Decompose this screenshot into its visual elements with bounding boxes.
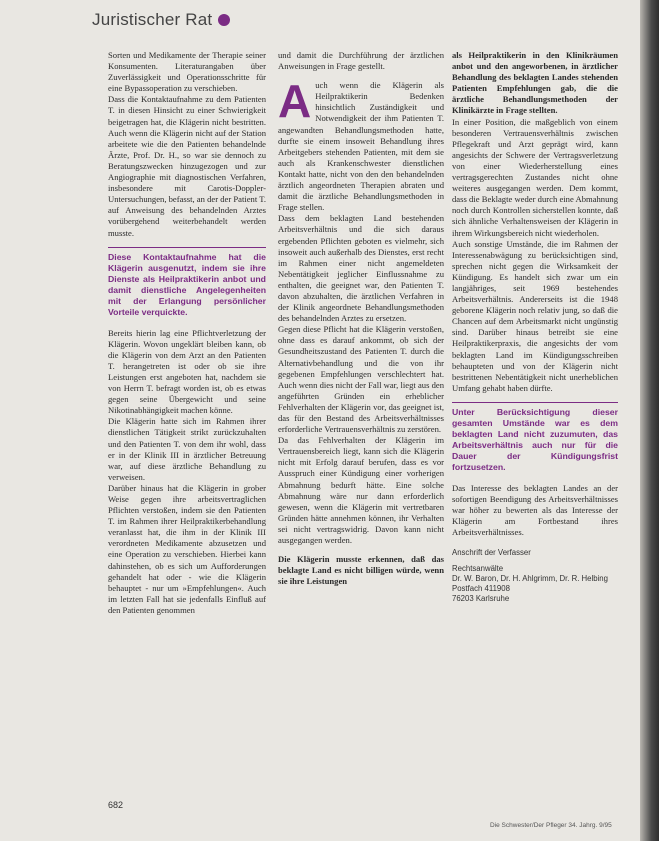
paragraph: Bereits hierin lag eine Pflichtverletzung der Klägerin. Wovon ungeklärt bleiben kann, ob die Klägerin von dem Arzt an den Patienten T. herangetreten ist oder ob sie ihre Leistungen erst angeboten hat, nachdem sie von Herrn T. befragt worden ist, ob es etwas gegen seine Übergewicht und seine Nikotinabhängigkeit machen könne. (108, 327, 266, 416)
column-2 (278, 50, 444, 802)
paragraph: Darüber hinaus hat die Klägerin in grober Weise gegen ihre arbeitsvertraglichen Pflichten verstoßen, indem sie den Patienten T. im Rahmen ihrer Heilpraktikerbehandlung veranlasst hat, die ihm in der Klinik III verordneten Medikamente abzusetzen und eine Operation zu verschieben. Hierbei kann dahinstehen, ob es sich um Aufforderungen gehandelt hat oder - wie die Klägerin behauptet - nur um »Empfehlungen«. Auch im letzten Fall hat sie jedenfalls Einfluß auf den Patienten genommen (108, 482, 266, 615)
paragraph: Dass dem beklagten Land bestehenden Arbeitsverhältnis und die sich daraus ergebenden Pflichten geboten es vielmehr, sich insoweit auch außerhalb des Dienstes, erst recht im Rahmen einer nicht angemeldeten Nebentätigkeit jeglicher Einflussnahme zu enthalten, die geeignet war, den Patienten T. davon abzuhalten, die ärztlichen Verfahren in der Klinik angeordnete Behandlungsmethoden des behandelnden Arztes zu ersetzen. (278, 213, 444, 324)
section-dot-icon (218, 14, 230, 26)
paragraph: Dass die Kontaktaufnahme zu dem Patienten T. in diesen Hinsicht zu einer Schwierigkeit beigetragen hat, die Klägerin nicht bestritten. Auch wenn die Klägerin nicht auf der Station arbeitete wie die den Patienten behandelnde Ärzte, Prof. Dr. H., so war sie dennoch zu Beratungszwecken hinzugezogen und zur Angiographie mit diagnostischen Verfahren, insbesondere mit Carotis-Doppler-Untersuchungen, befasst, an der der Patient T. auf Anweisung des behandelnden Arztes vorübergehend weiterbehandelt werden musste. (108, 94, 266, 238)
running-footer: Die Schwester/Der Pfleger 34. Jahrg. 9/95 (490, 822, 612, 829)
address-heading: Anschrift der Verfasser (452, 548, 531, 558)
pull-quote: Unter Berücksichtigung dieser gesamten Umstände war es dem beklagten Land nicht zuzumuten, das Arbeitsverhältnis auch nur für die Dauer der Kündigungsfrist fortzusetzen. (452, 402, 618, 473)
address-line: 76203 Karlsruhe (452, 594, 510, 604)
author-address (452, 548, 618, 604)
section-header (92, 10, 230, 30)
paragraph-bold: Die Klägerin musste erkennen, daß das beklagte Land es nicht billigen würde, wenn sie ihre Leistungen (278, 554, 444, 587)
pull-quote: Diese Kontaktaufnahme hat die Klägerin ausgenutzt, indem sie ihre Dienste als Heilpraktikerin anbot und damit dienstliche Angelegenheiten mit der Erlangung persönlicher Vorteile verquickte. (108, 247, 266, 318)
paragraph-bold: als Heilpraktikerin in den Klinikräumen anbot und den angeworbenen, in ärztlicher Behandlung des beklagten Landes stehenden Patienten Empfehlungen gab, die die ärztliche Behandlungsmethoden der Klinikärzte in Frage stellten. (452, 50, 618, 116)
column-3 (452, 50, 618, 800)
paragraph: Da das Fehlverhalten der Klägerin im Vertrauensbereich liegt, kann sich die Klägerin nicht mit Erfolg darauf berufen, dass es vor Ausspruch einer Kündigung einer vorherigen Abmahnung bedurft hätte. Eine solche Abmahnung wäre nur dann erforderlich gewesen, wenn die Klägerin mit vertretbaren Gründen hätte annehmen können, ihr Verhalten sei nicht vertragswidrig. Davon kann nicht ausgegangen werden. (278, 435, 444, 546)
paragraph: Das Interesse des beklagten Landes an der sofortigen Beendigung des Arbeitsverhältnisses war höher zu bewerten als das Interesse der Klägerin am Fortbestand ihres Arbeitsverhältnisses. (452, 482, 618, 538)
page-number: 682 (108, 800, 124, 810)
paragraph: und damit die Durchführung der ärztlichen Anweisungen in Frage gestellt. (278, 50, 444, 72)
address-line: Dr. W. Baron, Dr. H. Ahlgrimm, Dr. R. Helbing (452, 574, 608, 584)
address-line: Rechtsanwälte (452, 564, 504, 574)
paragraph: Auch sonstige Umstände, die im Rahmen der Interessenabwägung zu berücksichtigen sind, sprechen nicht gegen die Wirksamkeit der Kündigung. Es handelt sich zwar um ein langjähriges, seit 1969 bestehendes Arbeitsverhältnis. Andererseits ist die 1948 geborene Klägerin noch relativ jung, so daß die Chancen auf dem Arbeitsmarkt nicht ungünstig sind. Darüber hinaus betreibt sie eine Heilpraktikerpraxis, die angesichts der vom beklagten Land im Kündigungsschreiben behaupteten und von der Klägerin nicht bestrittenen Nebentätigkeit nicht unerheblichen Umfang gehabt haben dürfte. (452, 238, 618, 393)
paragraph-dropcap: Auch wenn die Klägerin als Heilpraktikerin Bedenken hinsichtlich Zuständigkeit und Notwendigkeit der ihm Patienten T. angewandten Behandlungsmethoden hatte, durfte sie einem insoweit Behandlung ihres Arbeitgebers stehenden Patienten, mit dem sie auch als Krankenschwester dienstlichen Kontakt hatte, nicht von den den behandelnden ärztlich angeordneten Therapien abraten und damit die ärztliche Behandlungsmethoden in Frage stellen. (278, 75, 444, 213)
paragraph: Die Klägerin hatte sich im Rahmen ihrer dienstlichen Tätigkeit strikt zurückzuhalten und den Patienten T. von dem ihr wohl, dass er in der Klinik III in ärztlicher Betreuung war, auf diese ärztliche Behandlung zu verweisen. (108, 416, 266, 482)
section-title: Juristischer Rat (92, 10, 213, 29)
address-line: Postfach 411908 (452, 584, 510, 594)
drop-cap: A (278, 75, 312, 128)
column-1 (108, 50, 266, 798)
paragraph: Gegen diese Pflicht hat die Klägerin verstoßen, ohne dass es darauf ankommt, ob sich der Gesundheitszustand des Patienten T. durch die Alternativbehandlung und die von ihr gegebenen Empfehlungen verschlechtert hat. Auch wenn dies nicht der Fall war, liegt aus den angeführten Gründen ein erheblicher Fehlverhalten der Klägerin vor, das geeignet ist, das für den Bestand des Arbeitsverhältnisses erforderliche Vertrauensverhältnis zu zerstören. (278, 324, 444, 435)
paragraph: In einer Position, die maßgeblich von einem besonderen Vertrauensverhältnis zwischen Pflegekraft und Arzt geprägt wird, kann angesichts der Schwere der Vertragsverletzung von einer Wiederherstellung eines vertragsgerechten Zustandes nicht ohne weiteres ausgegangen werden. Dem kommt, dass die Beklagte weder durch eine Abmahnung noch durch Kontrollen sicherstellen konnte, daß sich ähnliche Verhaltensweisen der Klägerin in ihrem Wirkungsbereich nicht wiederholen. (452, 116, 618, 238)
paragraph: Sorten und Medikamente der Therapie seiner Konsumenten. Literaturangaben über Zuverlässigkeit und Operationsschritte für eine Bypassoperation zu verschieben. (108, 50, 266, 94)
book-gutter (640, 0, 659, 841)
